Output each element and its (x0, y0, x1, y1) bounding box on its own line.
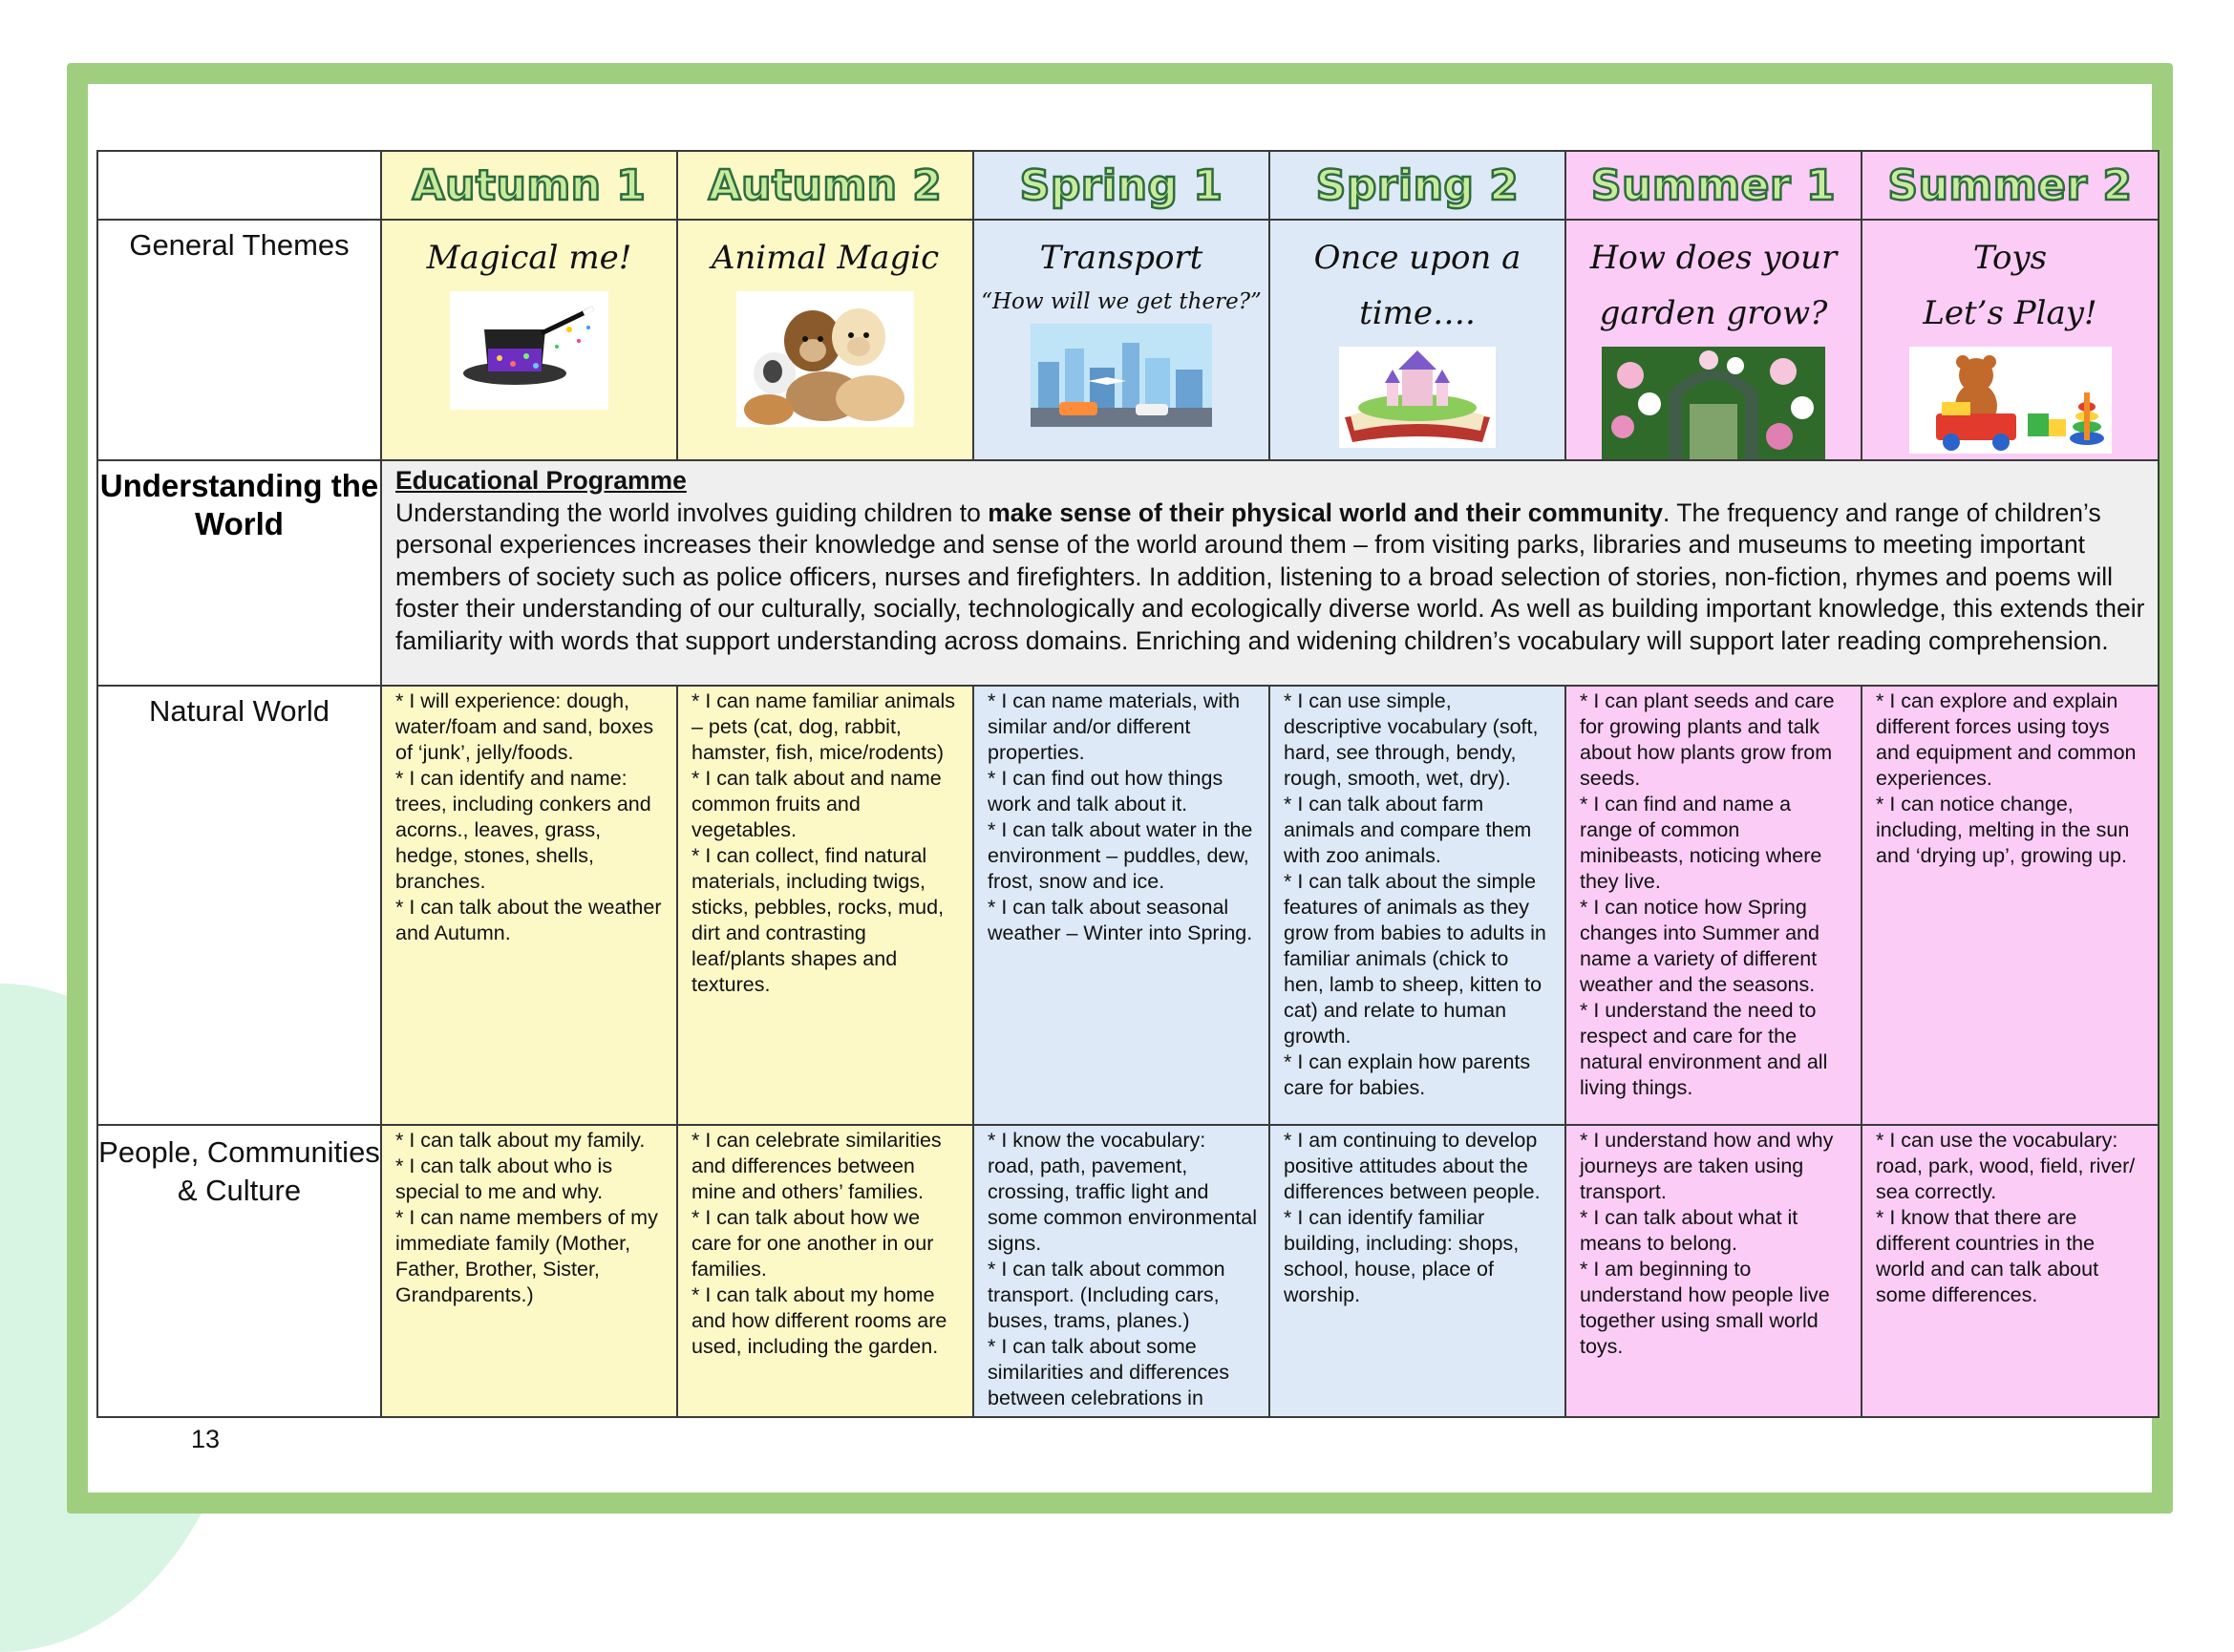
list-item: * I can talk about the simple features of animals as they grow from babies to adults in familiar animals (chick to hen, lamb to sheep, kitten to cat) and relate to human growth. (1284, 870, 1546, 1048)
list-item: * I can notice how Spring changes into Summer and name a variety of different weather and the seasons. (1580, 896, 1819, 996)
list-item: * I can talk about water in the environment – puddles, dew, frost, snow and ice. (988, 818, 1253, 893)
list-item: * I can notice change, including, melting in the sun and ‘drying up’, growing up. (1876, 793, 2130, 867)
natural-world-autumn-2 (677, 686, 973, 1125)
list-item: * I can talk about how we care for one another in our families. (691, 1206, 934, 1281)
header-spring-2: Spring 2 (1269, 151, 1565, 220)
row-label-understanding-the-world: Understanding the World (97, 460, 381, 686)
row-label-natural-world: Natural World (97, 686, 381, 1125)
people-summer-2 (1862, 1125, 2159, 1417)
list-item: * I can celebrate similarities and differences between mine and others’ families. (691, 1129, 942, 1203)
themes-row (97, 220, 2159, 460)
row-label-people-communities-culture: People, Communities & Culture (97, 1125, 381, 1417)
page-number: 13 (191, 1425, 221, 1453)
list-item: * I can talk about what it means to belong. (1580, 1206, 1798, 1255)
list-item: * I can talk about some similarities and differences between celebrations in (988, 1335, 1229, 1409)
list-item: * I am continuing to develop positive attitudes about the differences between people. (1284, 1129, 1541, 1203)
list-item: * I can talk about who is special to me and why. (395, 1154, 613, 1203)
natural-world-row (97, 686, 2159, 1125)
theme-title-line-2: Let’s Play! (1923, 294, 2097, 332)
header-summer-2: Summer 2 (1862, 151, 2159, 220)
header-summer-1: Summer 1 (1565, 151, 1862, 220)
list-item: * I know that there are different countries in the world and can talk about some differences. (1876, 1206, 2099, 1306)
theme-title: Transport (1039, 239, 1203, 277)
theme-title: Once upon a time…. (1313, 239, 1521, 332)
toys-icon (1909, 347, 2112, 454)
people-communities-row (97, 1125, 2159, 1417)
magic-hat-icon (450, 291, 608, 410)
header-autumn-2: Autumn 2 (677, 151, 973, 220)
programme-text-start: Understanding the world involves guiding children to (395, 498, 989, 527)
header-row (97, 151, 2159, 220)
list-item: * I can talk about seasonal weather – Winter into Spring. (988, 896, 1253, 944)
list-item: * I can identify and name: trees, including conkers and acorns., leaves, grass, hedge, stones, shells, branches. (395, 767, 651, 893)
natural-world-autumn-1 (381, 686, 677, 1125)
understanding-row (97, 460, 2159, 686)
list-item: * I can find and name a range of common minibeasts, noticing where they live. (1580, 793, 1822, 893)
list-item: * I can talk about my family. (395, 1129, 646, 1152)
pets-group-icon (736, 291, 914, 427)
theme-summer-1 (1565, 220, 1862, 460)
educational-programme-title: Educational Programme (395, 466, 687, 495)
garden-arch-icon (1602, 347, 1825, 459)
programme-text-end: . The frequency and range of children’s personal experiences increases their knowledge and sense of the world around them – from visiting parks, libraries and museums to meeting important members of society such as police officers, nurses and firefighters. In addition, listening to a broad selection of stories, non-fiction, rhymes and poems will foster their understanding of our culturally, socially, technologically and ecologically diverse world. As well as building important knowledge, this extends their familiarity with words that support understanding across domains. Enriching and widening children’s vocabulary will support later reading comprehension. (395, 498, 2145, 655)
list-item: * I can plant seeds and care for growing plants and talk about how plants grow from seeds. (1580, 689, 1835, 790)
list-item: * I can collect, find natural materials, including twigs, sticks, pebbles, rocks, mud, dirt and contrasting leaf/plants shapes and textures. (691, 844, 945, 996)
list-item: * I can talk about my home and how different rooms are used, including the garden. (691, 1283, 947, 1358)
theme-title: How does your garden grow? (1589, 239, 1838, 332)
header-autumn-1: Autumn 1 (381, 151, 677, 220)
list-item: * I can talk about farm animals and compare them with zoo animals. (1284, 793, 1532, 867)
header-spring-1: Spring 1 (973, 151, 1269, 220)
list-item: * I can explore and explain different forces using toys and equipment and common experiences. (1876, 689, 2137, 790)
header-empty-cell (97, 151, 381, 220)
list-item: * I am beginning to understand how people live together using small world toys. (1580, 1258, 1830, 1358)
natural-world-summer-2 (1862, 686, 2159, 1125)
list-item: * I can use simple, descriptive vocabulary (soft, hard, see through, bendy, rough, smooth, wet, dry). (1284, 689, 1539, 790)
list-item: * I can name members of my immediate family (Mother, Father, Brother, Sister, Grandparents.) (395, 1206, 658, 1306)
people-spring-2 (1269, 1125, 1565, 1417)
city-transport-icon (1031, 324, 1212, 427)
curriculum-table (96, 150, 2160, 1418)
list-item: * I can talk about and name common fruits and vegetables. (691, 767, 942, 841)
natural-world-spring-1 (973, 686, 1269, 1125)
list-item: * I will experience: dough, water/foam and sand, boxes of ‘junk’, jelly/foods. (395, 689, 654, 764)
list-item: * I can talk about common transport. (Including cars, buses, trams, planes.) (988, 1258, 1225, 1332)
theme-title: Magical me! (426, 239, 632, 277)
theme-title: Animal Magic (711, 239, 940, 277)
educational-programme-text (395, 498, 2148, 658)
list-item: * I understand how and why journeys are taken using transport. (1580, 1129, 1834, 1203)
theme-subtitle: “How will we get there?” (981, 289, 1262, 314)
theme-spring-1 (973, 220, 1269, 460)
list-item: * I know the vocabulary: road, path, pavement, crossing, traffic light and some common environmental signs. (988, 1129, 1258, 1255)
list-item: * I can name familiar animals – pets (cat, dog, rabbit, hamster, fish, mice/rodents) (691, 689, 956, 764)
list-item: * I can explain how parents care for babies. (1284, 1050, 1531, 1099)
theme-summer-2 (1862, 220, 2159, 460)
theme-autumn-1 (381, 220, 677, 460)
people-autumn-1 (381, 1125, 677, 1417)
educational-programme-cell (381, 460, 2159, 686)
list-item: * I can identify familiar building, including: shops, school, house, place of worship. (1284, 1206, 1520, 1306)
programme-text-bold: make sense of their physical world and their community (988, 498, 1664, 527)
people-spring-1 (973, 1125, 1269, 1417)
row-label-general-themes: General Themes (97, 220, 381, 460)
natural-world-summer-1 (1565, 686, 1862, 1125)
natural-world-spring-2 (1269, 686, 1565, 1125)
people-autumn-2 (677, 1125, 973, 1417)
theme-autumn-2 (677, 220, 973, 460)
list-item: * I can name materials, with similar and/or different properties. (988, 689, 1241, 764)
theme-title-line-1: Toys (1972, 239, 2048, 277)
list-item: * I understand the need to respect and care for the natural environment and all living things. (1580, 999, 1828, 1099)
theme-spring-2 (1269, 220, 1565, 460)
storybook-castle-icon (1339, 347, 1496, 448)
list-item: * I can talk about the weather and Autumn. (395, 896, 662, 944)
list-item: * I can use the vocabulary: road, park, wood, field, river/ sea correctly. (1876, 1129, 2136, 1203)
list-item: * I can find out how things work and talk about it. (988, 767, 1223, 815)
people-summer-1 (1565, 1125, 1862, 1417)
